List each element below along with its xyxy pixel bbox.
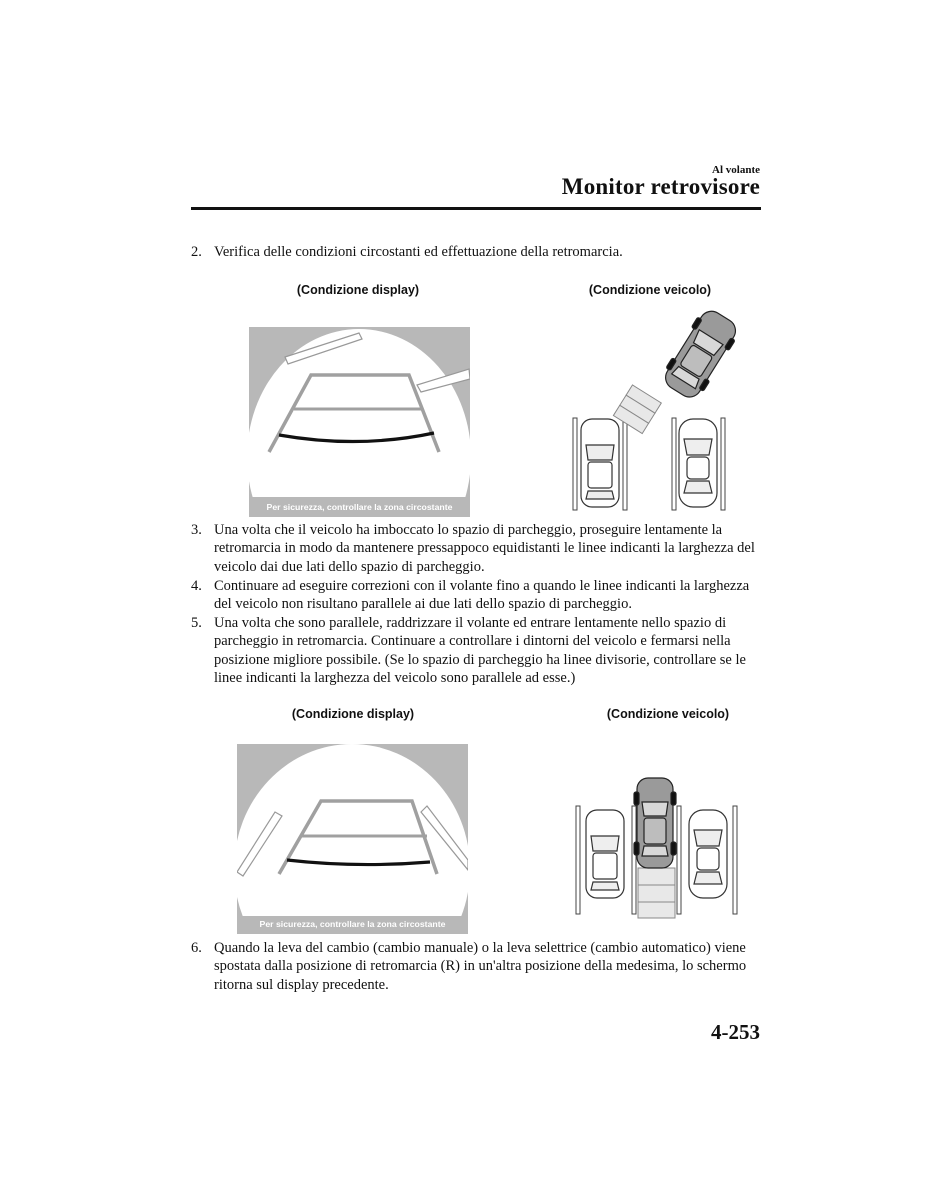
step-number: 2. bbox=[191, 244, 202, 260]
figure2-display-graphic bbox=[237, 744, 468, 934]
step-5 bbox=[191, 614, 766, 688]
step-number: 6. bbox=[191, 940, 202, 956]
step-3 bbox=[191, 521, 766, 576]
figure1-camera-display bbox=[249, 327, 470, 517]
figure2-vehicle-caption: (Condizione veicolo) bbox=[606, 707, 730, 721]
figure2-camera-display bbox=[237, 744, 468, 934]
figure2-vehicle-graphic bbox=[570, 776, 745, 921]
header-rule bbox=[191, 207, 761, 210]
step-number: 4. bbox=[191, 578, 202, 594]
step-text: Una volta che il veicolo ha imboccato lo spazio di parcheggio, proseguire lentamente la retromarcia in modo da mantenere pressappoco equidistanti le linee indicanti la larghezza del veicolo dai due lati dello spazio di parcheggio. bbox=[214, 522, 755, 575]
step-text: Quando la leva del cambio (cambio manuale) o la leva selettrice (cambio automatico) viene spostata dalla posizione di retromarcia (R) in un'altra posizione della medesima, lo schermo ritorna sul display precedente. bbox=[214, 940, 747, 993]
figure1-display-warning: Per sicurezza, controllare la zona circostante bbox=[266, 502, 453, 512]
figure1-vehicle-diagram bbox=[565, 310, 740, 515]
page-number: 4-253 bbox=[711, 1020, 760, 1044]
figure1-vehicle-caption: (Condizione veicolo) bbox=[588, 283, 712, 297]
figure1-display-caption: (Condizione display) bbox=[296, 283, 420, 297]
step-text: Continuare ad eseguire correzioni con il volante fino a quando le linee indicanti la larghezza del veicolo non risultano parallele ai due lati dello spazio di parcheggio. bbox=[214, 578, 750, 613]
step-number: 5. bbox=[191, 615, 202, 631]
step-2 bbox=[191, 243, 766, 261]
figure2-display-warning: Per sicurezza, controllare la zona circostante bbox=[259, 919, 446, 929]
step-text: Verifica delle condizioni circostanti ed effettuazione della retromarcia. bbox=[214, 244, 623, 260]
figure2-display-caption: (Condizione display) bbox=[291, 707, 415, 721]
figure2-vehicle-diagram bbox=[570, 776, 745, 921]
step-4 bbox=[191, 577, 766, 614]
figure1-display-graphic bbox=[249, 327, 470, 517]
step-text: Una volta che sono parallele, raddrizzare il volante ed entrare lentamente nello spazio di parcheggio in retromarcia. Continuare a controllare i dintorni del veicolo e fermarsi nella posizione migliore possibile. (Se lo spazio di parcheggio ha linee divisorie, controllare se le linee indicanti la larghezza del veicolo sono parallele ad esse.) bbox=[214, 615, 746, 687]
step-6 bbox=[191, 939, 766, 994]
section-name: Al volante bbox=[712, 164, 760, 176]
page-title: Monitor retrovisore bbox=[561, 174, 760, 199]
step-number: 3. bbox=[191, 522, 202, 538]
figure1-vehicle-graphic bbox=[565, 310, 740, 515]
